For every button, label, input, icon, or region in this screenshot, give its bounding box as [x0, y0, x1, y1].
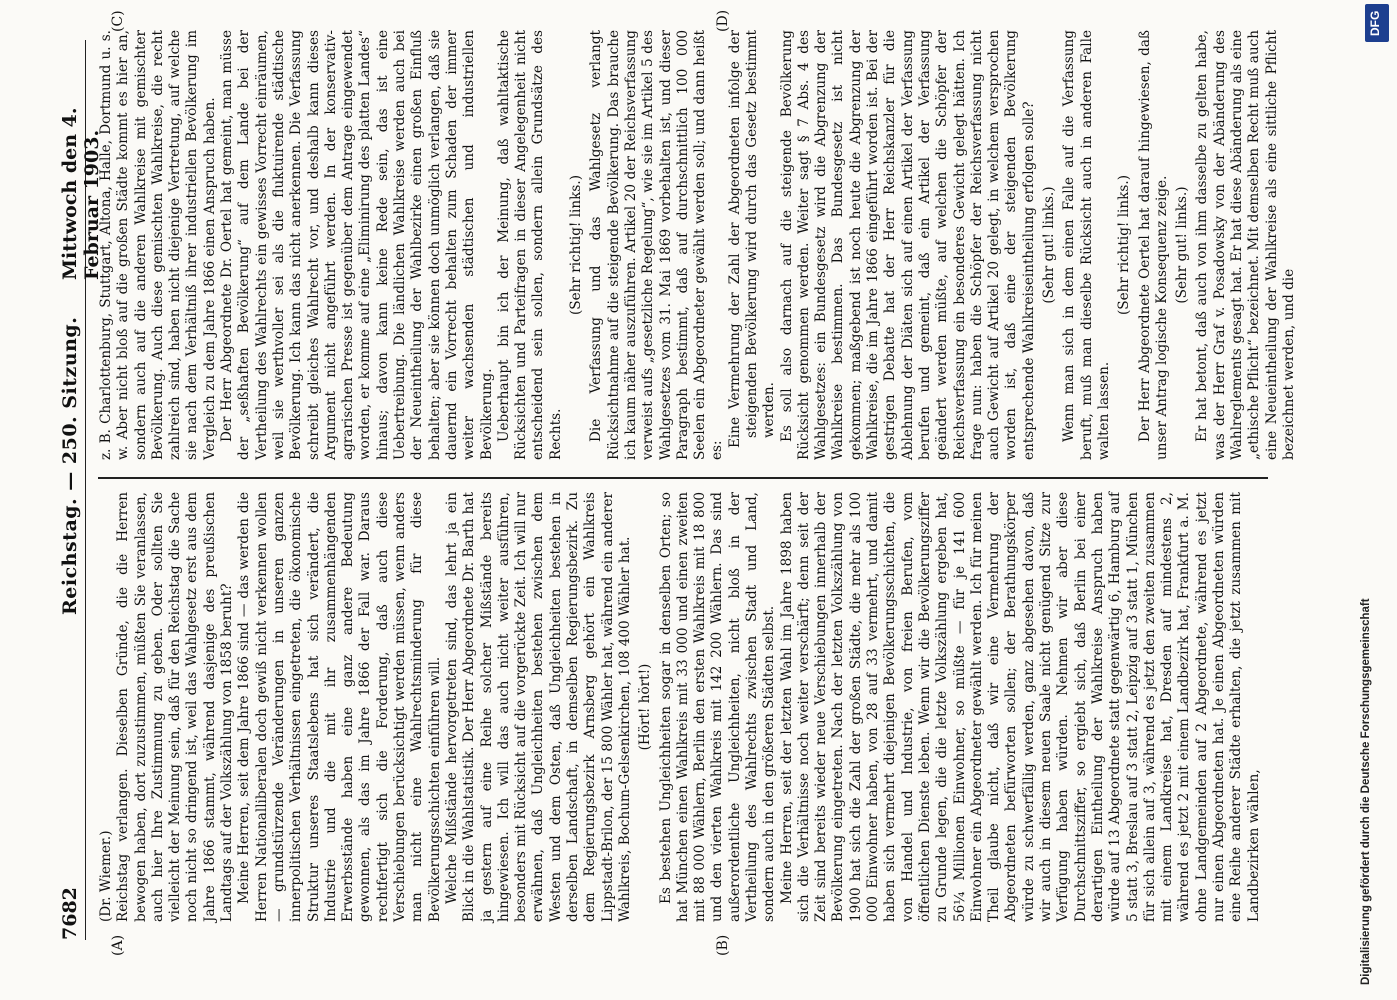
paragraph: z. B. Charlottenburg, Stuttgart, Altona, Halle, Dortmund u. s. w. Aber nicht bloß auf die großen Städte kommt es hier an, sondern auch auf die anderen Wahlkreise mit gemischter Bevölkerung. Auch diese gemischten Wahlkreise, die recht zahlreich sind, haben nicht diejenige Vertretung, auf welche sie nach dem Verhältniß ihrer industriellen Bevölkerung im Vergleich zu dem Jahre 1866 einen Anspruch haben.	[98, 30, 218, 460]
paragraph: Der Herr Abgeordnete Dr. Oertel hat gemeint, man müsse der „seßhaften Bevölkerung“ auf dem Lande bei der Vertheilung des Wahlrechts ein gewisses Vorrecht einräumen, weil sie werthvoller sei als die fluktuirende städtische Bevölkerung. Ich kann das nicht anerkennen. Die Verfassung schreibt gleiches Wahlrecht vor, und deshalb kann dieses Argument nicht angeführt werden. In der konservativ-agrarischen Presse ist gegenüber dem Antrage eingewendet worden, er komme auf eine „Eliminirung des platten Landes“ hinaus; davon kann keine Rede sein, das ist eine Uebertreibung. Die ländlichen Wahlkreise werden auch bei der Neueintheilung der Wahlbezirke einen großen Einfluß behalten; aber sie können doch unmöglich verlangen, daß sie dauernd ein Vorrecht behalten zum Schaden der immer weiter wachsenden städtischen und industriellen Bevölkerung.	[219, 30, 495, 460]
dfg-logo-text: DFG	[1368, 10, 1382, 36]
right-column	[98, 30, 1298, 460]
digitization-credit	[1360, 0, 1380, 1000]
paragraph: Ueberhaupt bin ich der Meinung, daß wahltaktische Rücksichten und Parteifragen in dieser Angelegenheit nicht entscheidend sein sollen, sondern allein Grundsätze des Rechts.	[495, 30, 564, 460]
page-header	[55, 40, 103, 940]
paragraph: Meine Herren, seit dem Jahre 1866 sind — das werden die Herren Nationalliberalen doch gewiß nicht verkennen wollen — grundstürzende Veränderungen in unseren ganzen innerpolitischen Verhältnissen eingetreten, die ökonomische Struktur unseres Staatslebens hat sich verändert, die Industrie und die mit ihr zusammenhängenden Erwerbsstände haben eine ganz andere Bedeutung gewonnen, als das im Jahre 1866 der Fall war. Daraus rechtfertigt sich die Forderung, daß auch diese Verschiebungen berücksichtigt werden müssen, wenn anders man nicht eine Wahlrechtsminderung für diese Bevölkerungsschichten einführen will.	[236, 492, 443, 922]
credit-text: Digitalisierung gefördert durch die Deutsche Forschungsgemeinschaft	[1360, 598, 1372, 985]
paragraph: Die Verfassung und das Wahlgesetz verlangt Rücksichtnahme auf die steigende Bevölkerung. Das brauche ich kaum näher auszuführen. Artikel 20 der Reichsverfassung verweist aufs „gesetzliche Regelung“, wie sie im Artikel 5 des Wahlgesetzes vom 31. Mai 1869 vorbehalten ist, und dieser Paragraph bestimmt, daß auf durchschnittlich 100 000 Seelen ein Abgeordneter gewählt werden soll; und dann heißt es:	[588, 30, 726, 460]
column-divider	[98, 478, 1268, 480]
interjection: (Sehr gut! links.)	[1041, 186, 1058, 304]
interjection: (Sehr richtig! links.)	[568, 174, 585, 316]
paragraph: Der Herr Abgeordnete Oertel hat darauf hingewiesen, daß unser Antrag logische Konsequenz zeige.	[1136, 30, 1170, 460]
speaker-name: (Dr. Wiemer.)	[98, 830, 114, 922]
paragraph: Wenn man sich in dem einen Falle auf die Verfassung beruft, muß man dieselbe Rücksicht auch in anderen Falle walten lassen.	[1061, 30, 1112, 460]
session-title: Reichstag. — 250. Sitzung.	[59, 316, 81, 615]
paragraph: Er hat betont, daß auch von ihm dasselbe zu gelten habe, was der Herr Graf v. Posadowsky von der Abänderung des Wahlreglements gesagt hat. Er hat diese Abänderung als eine „ethische Pflicht“ bezeichnet. Mit demselben Recht muß auch eine Neueintheilung der Wahlkreise als eine sittliche Pflicht bezeichnet werden, und die	[1194, 30, 1297, 460]
paragraph: Es soll also darnach auf die steigende Bevölkerung Rücksicht genommen werden. Weiter sagt § 7 Abs. 4 des Wahlgesetzes: ein Bundesgesetz wird die Abgrenzung der Wahlkreise bestimmen. Das Bundesgesetz ist nicht gekommen; maßgebend ist noch heute die Abgrenzung der Wahlkreise, die im Jahre 1866 eingeführt worden ist. Bei der gestrigen Debatte hat der Herr Reichskanzler für die Ablehnung der Diäten sich auf einen Artikel der Verfassung berufen und gemeint, daß ein Artikel der Verfassung geändert werden müßte, auf welchen die Schöpfer der Reichsverfassung ein besonderes Gewicht gelegt hätten. Ich frage nun: haben die Schöpfer der Reichsverfassung nicht auch Gewicht auf Artikel 20 gelegt, in welchem versprochen worden ist, daß eine der steigenden Bevölkerung entsprechende Wahlkreiseintheilung erfolgen solle?	[778, 30, 1037, 460]
margin-marker-d: (D)	[715, 9, 731, 32]
interjection: (Sehr richtig! links.)	[1116, 174, 1133, 316]
interjection: (Sehr gut! links.)	[1174, 186, 1191, 304]
paragraph: Meine Herren, seit der letzten Wahl im Jahre 1898 haben sich die Verhältnisse noch weiter verschärft; denn seit der Zeit sind bereits wieder neue Verschiebungen innerhalb der Bevölkerung eingetreten. Nach der letzten Volkszählung von 1900 hat sich die Zahl der großen Städte, die mehr als 100 000 Einwohner haben, von 28 auf 33 vermehrt, und damit haben sich vermehrt diejenigen Bevölkerungsschichten, die von Handel und Industrie, von freien Berufen, vom öffentlichen Dienste leben. Wenn wir die Bevölkerungsziffer zu Grunde legen, die die letzte Volkszählung ergeben hat, 56¼ Millionen Einwohner, so müßte — für je 141 600 Einwohner ein Abgeordneter gewählt werden. Ich für meinen Theil glaube nicht, daß wir eine Vermehrung der Abgeordneten befürworten sollen; der Berathungskörper würde zu schwerfällig werden, ganz abgesehen davon, daß wir auch in diesem neuen Saale nicht genügend Sitze zur Verfügung haben würden. Nehmen wir aber diese Durchschnittsziffer, so ergiebt sich, daß Berlin bei einer derartigen Eintheilung der Wahlkreise Anspruch haben würde auf 13 Abgeordnete statt gegenwärtig 6, Hamburg auf 5 statt 3, Breslau auf 3 statt 2, Leipzig auf 3 statt 1, München für sich allein auf 3, während es jetzt den zweiten zusammen mit einem Landkreise hat, Dresden auf mindestens 2, während es jetzt 2 mit einem Landbezirk hat, Frankfurt a. M. ohne Landgemeinden auf 2 Abgeordnete, während es jetzt nur einen Abgeordneten hat. Je einen Abgeordneten würden eine Reihe anderer Städte erhalten, die jetzt zusammen mit Landbezirken wählen,	[778, 492, 1262, 922]
margin-marker-a: (A)	[110, 934, 126, 956]
page-number: 7682	[59, 887, 81, 940]
session-date: Mittwoch den 4. Februar 1903.	[59, 107, 103, 280]
dfg-logo	[1365, 4, 1389, 42]
interjection: (Hört! hört!)	[637, 663, 654, 751]
paragraph: Welche Mißstände hervorgetreten sind, das lehrt ja ein Blick in die Wahlstatistik. Der Herr Abgeordnete Dr. Barth hat ja gestern auf eine Reihe solcher Mißstände bereits hingewiesen. Ich will das auch nicht weiter ausführen, besonders mit Rücksicht auf die vorgerückte Zeit. Ich will nur erwähnen, daß Ungleichheiten bestehen zwischen dem Westen und dem Osten, daß Ungleichheiten bestehen in derselben Landschaft, in demselben Regierungsbezirk. Zu dem Regierungsbezirk Arnsberg gehört ein Wahlkreis Lippstadt-Brilon, der 15 800 Wähler hat, während ein anderer Wahlkreis, Bochum-Gelsenkirchen, 108 400 Wähler hat.	[443, 492, 633, 922]
paragraph: Es bestehen Ungleichheiten sogar in denselben Orten; so hat München einen Wahlkreis mit 33 000 und einen zweiten mit 88 000 Wählern, Berlin den ersten Wahlkreis mit 18 800 und den vierten Wahlkreis mit 142 200 Wählern. Das sind außerordentliche Ungleichheiten, nicht bloß in der Vertheilung des Wahlrechts zwischen Stadt und Land, sondern auch in den größeren Städten selbst.	[657, 492, 778, 922]
margin-marker-b: (B)	[715, 934, 731, 956]
left-column	[98, 492, 1263, 922]
law-quote: Eine Vermehrung der Zahl der Abgeordneten infolge der steigenden Bevölkerung wird durch das Gesetz bestimmt werden.	[726, 30, 778, 448]
margin-marker-c: (C)	[110, 10, 126, 32]
paragraph: Reichstag verlangen. Dieselben Gründe, die die Herren bewogen haben, dort zuzustimmen, müßten Sie veranlassen, auch hier Ihre Zustimmung zu geben. Oder sollten Sie vielleicht der Meinung sein, daß für den Reichstag die Sache noch nicht so dringend ist, weil das Wahlgesetz erst aus dem Jahre 1866 stammt, während dasjenige des preußischen Landtags auf der Volkszählung von 1858 beruht?	[115, 492, 236, 922]
